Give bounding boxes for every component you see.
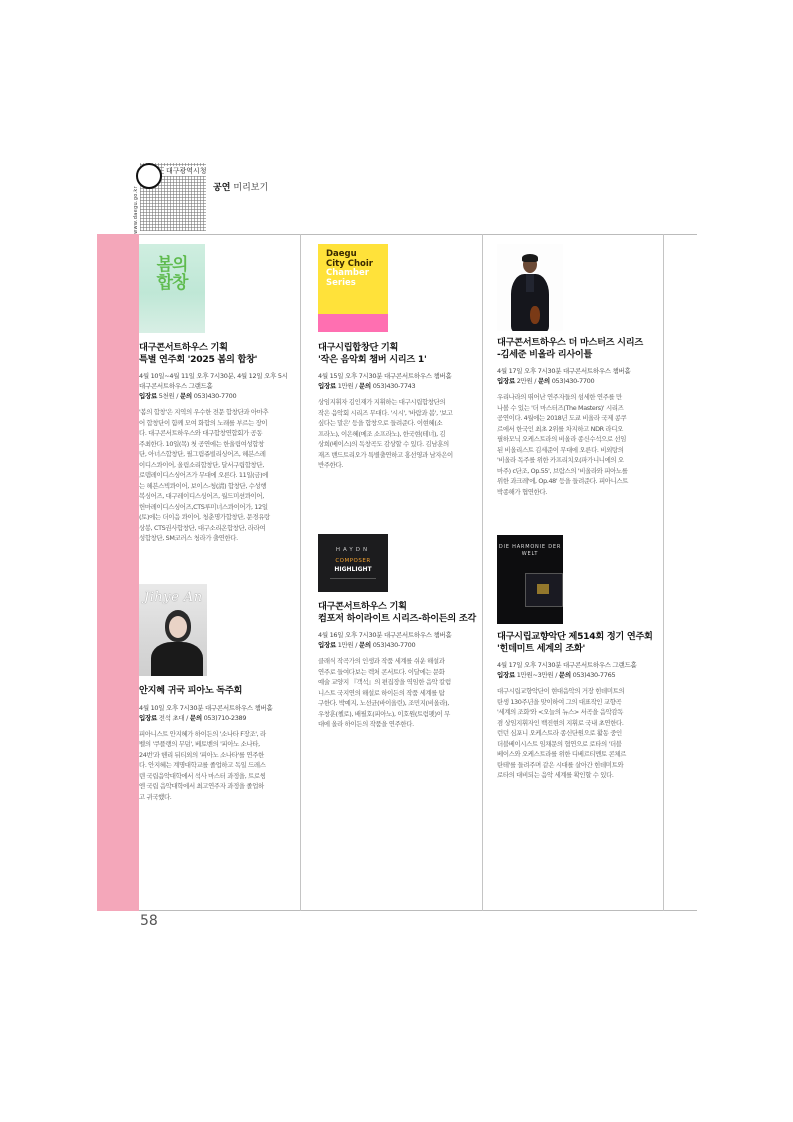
poster-rule (330, 578, 376, 579)
poster-line: Series (326, 277, 356, 288)
ticket-value: 1만원 (337, 641, 354, 649)
column-divider (663, 234, 664, 911)
event-description (318, 397, 476, 471)
desc-line: 탄테'를 들려주며 같은 시대를 살아간 힌데미트와 (497, 760, 624, 769)
desc-line: 작은 음악회 시리즈 무대다. '시시', '바람과 봄', '보고 (318, 408, 453, 417)
event-description (139, 729, 294, 803)
desc-line: 구한다. 박예지, 노선균(바이올린), 조민지(비올라), (318, 699, 449, 707)
pink-side-bar (97, 234, 139, 911)
desc-line: 재즈 밴드트리오가 특별출연하고 홍선영과 남자은이 (318, 450, 453, 459)
desc-line: '봄의 합창'은 지역의 우수한 전문 합창단과 아마추 (139, 408, 269, 416)
violist-hair (522, 254, 538, 262)
violist-shirt (526, 274, 534, 292)
event-description (139, 407, 294, 544)
event-ticket-line: 입장료 2만원 / 문의 053)430-7700 (497, 377, 595, 385)
event-title-2: 특별 연주회 '2025 봄의 합창' (139, 353, 258, 365)
inquiry-value: 053)430-7765 (572, 671, 616, 679)
desc-line: 겸 상임지휘자인 백진현의 지휘로 국내 초연한다. (497, 718, 624, 727)
event-title-2: '작은 음악회 챔버 시리즈 1' (318, 353, 427, 365)
poster-accent (537, 584, 549, 594)
poster-title: 봄의 합창 (156, 255, 188, 293)
ticket-value: 5천원 (158, 392, 175, 400)
event-title-1: 대구콘서트하우스 더 마스터즈 시리즈 (497, 337, 643, 348)
event-title-1: 안지혜 귀국 피아노 독주회 (139, 685, 243, 696)
event-ticket-line: 입장료 1만원 / 문의 053)430-7743 (318, 382, 416, 390)
desc-line: 위한 과크레'에, Op.48' 등을 들려준다. 피아니스트 (497, 477, 629, 485)
desc-line: 상임지휘자 김인재가 지휘하는 대구시립합창단의 (318, 398, 446, 406)
desc-line: 예술 교양지 『객석』의 편집장을 역임한 음악 칼럼 (318, 678, 451, 686)
column-divider (482, 234, 483, 911)
viola-icon (530, 306, 540, 324)
content-frame (139, 234, 697, 911)
event-title-2: -김세준 비올라 리사이틀 (497, 348, 593, 360)
event-schedule-1: 4월 16일 오후 7시30분 대구콘서트하우스 챔버홀 (318, 631, 452, 639)
event-schedule-1: 4월 17일 오후 7시30분 대구콘서트하우스 챔버홀 (497, 367, 631, 375)
desc-line: 단, 아너스합창단, 필그림쥬빌리싱어즈, 헤븐스레 (139, 450, 266, 458)
poster-line: City Choir (326, 258, 373, 269)
poster-title: DIE HARMONIE DER WELT (498, 544, 562, 557)
desc-line: '세계의 조화'와 <오늘의 뉴스> 서곡을 음악감독 (497, 708, 624, 716)
event-ticket-line: 입장료 전석 초대 / 문의 053)710-2389 (139, 713, 247, 722)
desc-line: 로뎀레이디스싱어즈가 무대에 오른다. 11일(금)에 (139, 471, 269, 479)
event-choir-chamber (318, 342, 476, 471)
event-ticket-line: 입장료 1만원~3만원 / 문의 053)430-7765 (497, 671, 616, 679)
event-ticket-line: 입장료 5천원 / 문의 053)430-7700 (139, 392, 237, 400)
inquiry-label: 문의 (179, 392, 192, 400)
desc-line: 반주한다. (318, 461, 343, 469)
inquiry-value: 053)430-7700 (193, 392, 237, 400)
desc-line: '비올라 독주를 위한 카프리치오(파가니니에의 오 (497, 456, 624, 464)
column-divider (300, 234, 301, 911)
inquiry-label: 문의 (558, 671, 571, 679)
pianist-figure (151, 642, 203, 676)
desc-line: 어 합창단이 함께 모여 화합의 노래를 부르는 장이 (139, 418, 268, 427)
desc-line: 헌마레이디스싱어즈,CTS루미너스콰이어가, 12일 (139, 502, 268, 511)
ticket-value: 1만원~3만원 (516, 671, 554, 679)
event-ticket-line: 입장료 1만원 / 문의 053)430-7700 (318, 641, 416, 649)
desc-line: 더블베이시스트 임채문의 협연으로 로타의 '더블 (497, 739, 622, 748)
ticket-label: 입장료 (139, 713, 157, 722)
event-schedule-2: 대구콘서트하우스 그랜드홀 (139, 382, 213, 390)
poster-choir-chamber (318, 244, 388, 332)
poster-pink-band (318, 314, 388, 332)
section-label (213, 180, 268, 193)
poster-viola-recital (497, 244, 563, 331)
ticket-label: 입장료 (497, 671, 515, 679)
ticket-label: 입장료 (139, 392, 157, 400)
event-schedule-1: 4월 10일 오후 7시30분 대구콘서트하우스 챔버홀 (139, 703, 273, 712)
ticket-label: 입장료 (318, 382, 336, 390)
desc-line: 된 비올리스트 김세준이 무대에 오른다. 비외탕의 (497, 445, 624, 454)
poster-line: HIGHLIGHT (334, 566, 372, 573)
event-piano-recital (139, 685, 294, 802)
desc-line: 는 헤븐스빅콰이어, 보이스-청(淸) 합창단, 수성행 (139, 481, 267, 490)
inquiry-value: 053)430-7743 (372, 382, 416, 390)
desc-line: 마주) c단조, Op.55', 브람스의 '비올라와 피아노를 (497, 466, 628, 475)
desc-line: 다. 안지혜는 계명대학교를 졸업하고 독일 드레스 (139, 761, 266, 769)
event-title-2: 컴포저 하이라이트 시리즈-하이든의 조각 (318, 612, 476, 624)
desc-line: 대에 올라 하이든의 작품을 연주한다. (318, 720, 414, 728)
event-title-2: '힌데미트 세계의 조화' (497, 642, 585, 654)
desc-line: 나볼 수 있는 '더 마스터즈(The Masters)' 시리즈 (497, 403, 624, 412)
inquiry-label: 문의 (358, 382, 371, 390)
ticket-value: 전석 초대 (158, 713, 185, 722)
inquiry-label: 문의 (537, 377, 550, 385)
pianist-face (169, 616, 187, 638)
inquiry-label: 문의 (189, 713, 202, 722)
url-text: www.daegu.go.kr (133, 186, 139, 234)
desc-line: 상봉, CTS권사합창단, 대구소리온합창단, 라라여 (139, 523, 266, 532)
poster-spring-chorus (139, 244, 205, 333)
poster-line: COMPOSER (335, 558, 371, 564)
desc-line: 고 귀국했다. (139, 792, 172, 801)
event-spring-chorus (139, 342, 294, 544)
event-title-1: 대구시립교향악단 제514회 정기 연주회 (497, 631, 653, 642)
ticket-label: 입장료 (318, 641, 336, 649)
desc-line: 상희(베이스)의 독창곡도 감상할 수 있다. 김남훈의 (318, 440, 449, 448)
event-viola-recital (497, 337, 657, 497)
desc-line: (토)에는 더이음 콰이어, 청춘명가합창단, 문경유랑 (139, 513, 270, 521)
desc-line: 주최한다. 10일(목) 첫 공연에는 한울림여성합창 (139, 439, 264, 448)
desc-line: 덴 국립음악대학에서 석사 마스터 과정을, 트로씽 (139, 771, 266, 780)
desc-line: 피아니스트 안지혜가 하이든의 '소나타 F장조', 라 (139, 729, 266, 738)
poster-haydn-highlight (318, 534, 388, 592)
event-haydn-highlight (318, 601, 476, 730)
desc-line: 엔 국립 음악대학에서 최고연주자 과정을 졸업하 (139, 782, 264, 790)
poster-line: Daegu (326, 249, 357, 259)
daegu-logo-icon (136, 163, 162, 189)
inquiry-value: 053)430-7700 (551, 377, 595, 385)
desc-line: 로타의 대비되는 음악 세계를 확인할 수 있다. (497, 771, 614, 779)
event-schedule-1: 4월 10일~4월 11일 오후 7시30분, 4월 12일 오후 5시 (139, 372, 288, 380)
desc-line: 공연이다. 4월에는 2018년 도쿄 비올라 국제 콩쿠 (497, 414, 627, 422)
section-light: 미리보기 (233, 183, 269, 193)
event-description (497, 686, 657, 781)
poster-hindemith (497, 535, 563, 624)
desc-line: 클래식 작곡가의 인생과 작품 세계를 쉬운 해설과 (318, 657, 445, 665)
page-number: 58 (140, 913, 158, 929)
desc-line: 탄생 130주년을 맞이하여 그의 대표작인 교향곡 (497, 697, 622, 706)
event-description (318, 656, 476, 730)
inquiry-label: 문의 (358, 641, 371, 649)
ticket-label: 입장료 (497, 377, 515, 385)
section-bold: 공연 (213, 183, 231, 193)
event-schedule-1: 4월 15일 오후 7시30분 대구콘서트하우스 챔버홀 (318, 372, 452, 380)
desc-line: 필하모닉 오케스트라의 비올라 종신수석으로 선임 (497, 435, 627, 443)
poster-line: HAYDN (335, 547, 371, 553)
desc-line: 우창훈(첼로), 배필호(피아노), 이호원(트럼펫)이 무 (318, 709, 450, 718)
event-title-1: 대구콘서트하우스 기획 (139, 342, 228, 353)
event-schedule-1: 4월 17일 오후 7시30분 대구콘서트하우스 그랜드홀 (497, 661, 637, 669)
desc-line: 우리나라의 뛰어난 연주자들의 섬세한 연주를 만 (497, 393, 622, 401)
desc-line: 복싱어즈, 대구레이디스싱어즈, 월드미션콰이어, (139, 492, 264, 500)
desc-line: 르에서 한국인 최초 2위를 차지하고 NDR 라디오 (497, 424, 623, 433)
desc-line: 다. 대구콘서트하우스와 대구합창연합회가 공동 (139, 429, 263, 437)
event-description (497, 392, 657, 497)
desc-line: 대구시립교향악단이 현대음악의 거장 힌데미트의 (497, 687, 625, 695)
poster-piano-recital (139, 584, 207, 676)
desc-line: 벨의 '쿠플랭의 무덤', 베토벤의 '피아노 소나타, (139, 740, 260, 748)
desc-line: 베이스와 오케스트라를 위한 디베르티멘토 콘체르 (497, 750, 627, 758)
inquiry-value: 053)430-7700 (372, 641, 416, 649)
ticket-value: 2만원 (516, 377, 533, 385)
event-title-1: 대구콘서트하우스 기획 (318, 601, 407, 612)
desc-line: 런던 심포니 오케스트라 종신단원으로 활동 중인 (497, 729, 622, 737)
event-title-1: 대구시립합창단 기획 (318, 342, 399, 353)
desc-line: 프라노), 이은혜(메조 소프라노), 한국현(테너), 김 (318, 429, 446, 438)
event-hindemith (497, 631, 657, 781)
inquiry-value: 053)710-2389 (203, 713, 247, 722)
desc-line: 이디스콰이어, 올림소리합창단, 달서구립합창단, (139, 460, 264, 469)
desc-line: 24번'과 헨리 뒤티외의 '피아노 소나타'를 연주한 (139, 750, 264, 759)
desc-line: 성합창단, SM코러스 청라가 출연한다. (139, 534, 238, 542)
desc-line: 니스트 국지연의 해설로 하이든의 작품 세계를 탐 (318, 688, 445, 697)
ticket-value: 1만원 (337, 382, 354, 390)
logo-text: 대구광역시청 (166, 167, 207, 175)
poster-line: Chamber (326, 268, 369, 278)
desc-line: 연주로 들여다보는 렉처 콘서트다. 이달에는 문화 (318, 667, 445, 676)
desc-line: 싶다는 말은' 등을 합창으로 들려준다. 이현혜(소 (318, 419, 443, 427)
poster-title (326, 250, 373, 288)
poster-name: Jihye An (144, 590, 203, 605)
desc-line: 박종해가 협연한다. (497, 487, 547, 496)
